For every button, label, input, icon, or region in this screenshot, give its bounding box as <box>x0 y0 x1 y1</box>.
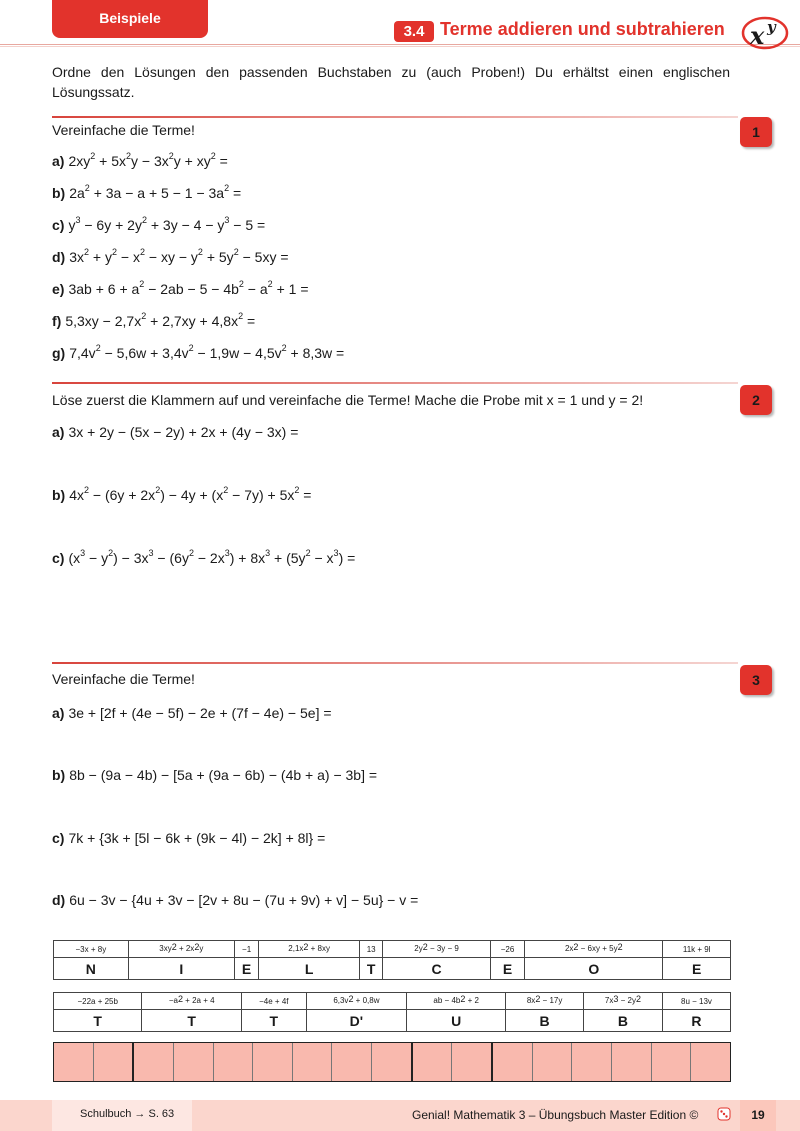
solution-letter: O <box>525 958 663 980</box>
solution-letter: T <box>241 1010 306 1032</box>
answer-cell[interactable] <box>54 1043 94 1081</box>
answer-cell[interactable] <box>533 1043 573 1081</box>
answer-cell[interactable] <box>134 1043 174 1081</box>
solution-letter: L <box>259 958 360 980</box>
solution-letter: B <box>583 1010 662 1032</box>
answer-cell[interactable] <box>691 1043 730 1081</box>
textbook-reference: Schulbuch → S. 63 <box>80 1108 175 1120</box>
answer-cell[interactable] <box>413 1043 453 1081</box>
answer-cell[interactable] <box>253 1043 293 1081</box>
solution-term: −1 <box>234 941 258 958</box>
answer-cell[interactable] <box>572 1043 612 1081</box>
solution-letter: I <box>128 958 234 980</box>
page-number: 19 <box>740 1100 776 1131</box>
header-divider <box>0 44 800 45</box>
task3-item-a: a) 3e + [2f + (4e − 5f) − 2e + (7f − 4e) − 5e] = <box>52 705 332 721</box>
solution-letter: U <box>407 1010 506 1032</box>
answer-cell[interactable] <box>372 1043 413 1081</box>
task3-badge: 3 <box>740 665 772 695</box>
answer-cell[interactable] <box>652 1043 692 1081</box>
solution-term: $2,1x^2 + 8xy$ <box>259 941 360 958</box>
task3-item-b: b) 8b − (9a − 4b) − [5a + (9a − 6b) − (4b + a) − 3b] = <box>52 767 378 783</box>
task1-item-a: a) $2xy^2 + 5x^2y - 3x^2y + xy^2$ = <box>52 151 228 169</box>
solution-term: 13 <box>359 941 382 958</box>
solution-term: $2y^2 - 3y - 9$ <box>383 941 491 958</box>
solution-term: −22a + 25b <box>54 993 142 1010</box>
answer-grid <box>53 1042 731 1082</box>
answer-cell[interactable] <box>493 1043 533 1081</box>
book-title: Genial! Mathematik 3 – Übungsbuch Master Edition © <box>412 1108 699 1122</box>
solutions-table-2 <box>53 992 731 1032</box>
task2-item-c: c) $(x^3 - y^2) - 3x^3 - (6y^2 - 2x^3) + 8x^3 + (5y^2 - x^3)$ = <box>52 548 356 566</box>
solution-term: $2x^2 - 6xy + 5y^2$ <box>525 941 663 958</box>
answer-cell[interactable] <box>214 1043 254 1081</box>
task2-divider <box>52 382 738 384</box>
solution-term: −26 <box>490 941 524 958</box>
answer-cell[interactable] <box>452 1043 493 1081</box>
task1-item-d: d) $3x^2 + y^2 - x^2$ − xy − $y^2 + 5y^2 - 5xy$ = <box>52 247 289 265</box>
section-number-badge: 3.4 <box>394 21 434 42</box>
tab-examples: Beispiele <box>52 0 208 38</box>
solution-letter: N <box>54 958 129 980</box>
solutions-table-1 <box>53 940 731 980</box>
task1-item-b: b) $2a^2 + 3a - a + 5 - 1 - 3a^2$ = <box>52 183 242 201</box>
task1-item-c: c) $y^3 - 6y + 2y^2 + 3y - 4 - y^3 - 5$ = <box>52 215 266 233</box>
task1-item-f: f) $5,3xy - 2,7x^2 + 2,7xy + 4,8x^2$ = <box>52 311 256 329</box>
task3-divider <box>52 662 738 664</box>
task2-item-a: a) 3x + 2y − (5x − 2y) + 2x + (4y − 3x) = <box>52 424 299 440</box>
svg-text:x: x <box>750 21 765 50</box>
svg-text:y: y <box>767 18 776 36</box>
xy-logo-icon <box>740 14 790 50</box>
solution-letter: R <box>662 1010 730 1032</box>
task1-badge: 1 <box>740 117 772 147</box>
solution-term: $8x^2 - 17y$ <box>506 993 584 1010</box>
solution-letter: D' <box>306 1010 406 1032</box>
solution-term: ab − $4b^2 + 2$ <box>407 993 506 1010</box>
dice-icon <box>716 1106 732 1122</box>
solution-term: −4e + 4f <box>241 993 306 1010</box>
solution-letter: B <box>506 1010 584 1032</box>
answer-cell[interactable] <box>174 1043 214 1081</box>
solution-letter: E <box>234 958 258 980</box>
solution-letter: C <box>383 958 491 980</box>
task1-instruction: Vereinfache die Terme! <box>52 122 195 138</box>
solution-term: 8u − 13v <box>662 993 730 1010</box>
solution-letter: T <box>359 958 382 980</box>
task3-item-d: d) 6u − 3v − {4u + 3v − [2v + 8u − (7u + 9v) + v] − 5u} − v = <box>52 892 419 908</box>
task1-divider <box>52 116 738 118</box>
task2-instruction: Löse zuerst die Klammern auf und vereinfache die Terme! Mache die Probe mit x = 1 und y = 2! <box>52 392 644 408</box>
task2-badge: 2 <box>740 385 772 415</box>
solution-term: $-a^2 + 2a + 4$ <box>142 993 242 1010</box>
task2-item-b: b) $4x^2 - (6y + 2x^2) - 4y + (x^2 - 7y) + 5x^2$ = <box>52 485 312 503</box>
answer-cell[interactable] <box>293 1043 333 1081</box>
solution-term: $6,3v^2 + 0,8w$ <box>306 993 406 1010</box>
intro-text: Ordne den Lösungen den passenden Buchstaben zu (auch Proben!) Du erhältst einen englischen Lösungssatz. <box>52 64 730 100</box>
solution-term: $3xy^2 + 2x^2y$ <box>128 941 234 958</box>
solution-letter: T <box>142 1010 242 1032</box>
answer-cell[interactable] <box>94 1043 135 1081</box>
section-title: Terme addieren und subtrahieren <box>440 19 725 39</box>
solution-letter: E <box>663 958 731 980</box>
answer-cell[interactable] <box>332 1043 372 1081</box>
solution-term: 11k + 9l <box>663 941 731 958</box>
task3-instruction: Vereinfache die Terme! <box>52 671 195 687</box>
answer-cell[interactable] <box>612 1043 652 1081</box>
solution-term: −3x + 8y <box>54 941 129 958</box>
task1-item-g: g) $7,4v^2 - 5,6w + 3,4v^2 - 1,9w - 4,5v^2 + 8,3w$ = <box>52 343 345 361</box>
header-divider-light <box>0 46 800 47</box>
task3-item-c: c) 7k + {3k + [5l − 6k + (9k − 4l) − 2k] + 8l} = <box>52 830 326 846</box>
solution-term: $7x^3 - 2y^2$ <box>583 993 662 1010</box>
task1-item-e: e) $3ab + 6 + a^2 - 2ab - 5 - 4b^2 - a^2 + 1$ = <box>52 279 309 297</box>
solution-letter: E <box>490 958 524 980</box>
solution-letter: T <box>54 1010 142 1032</box>
